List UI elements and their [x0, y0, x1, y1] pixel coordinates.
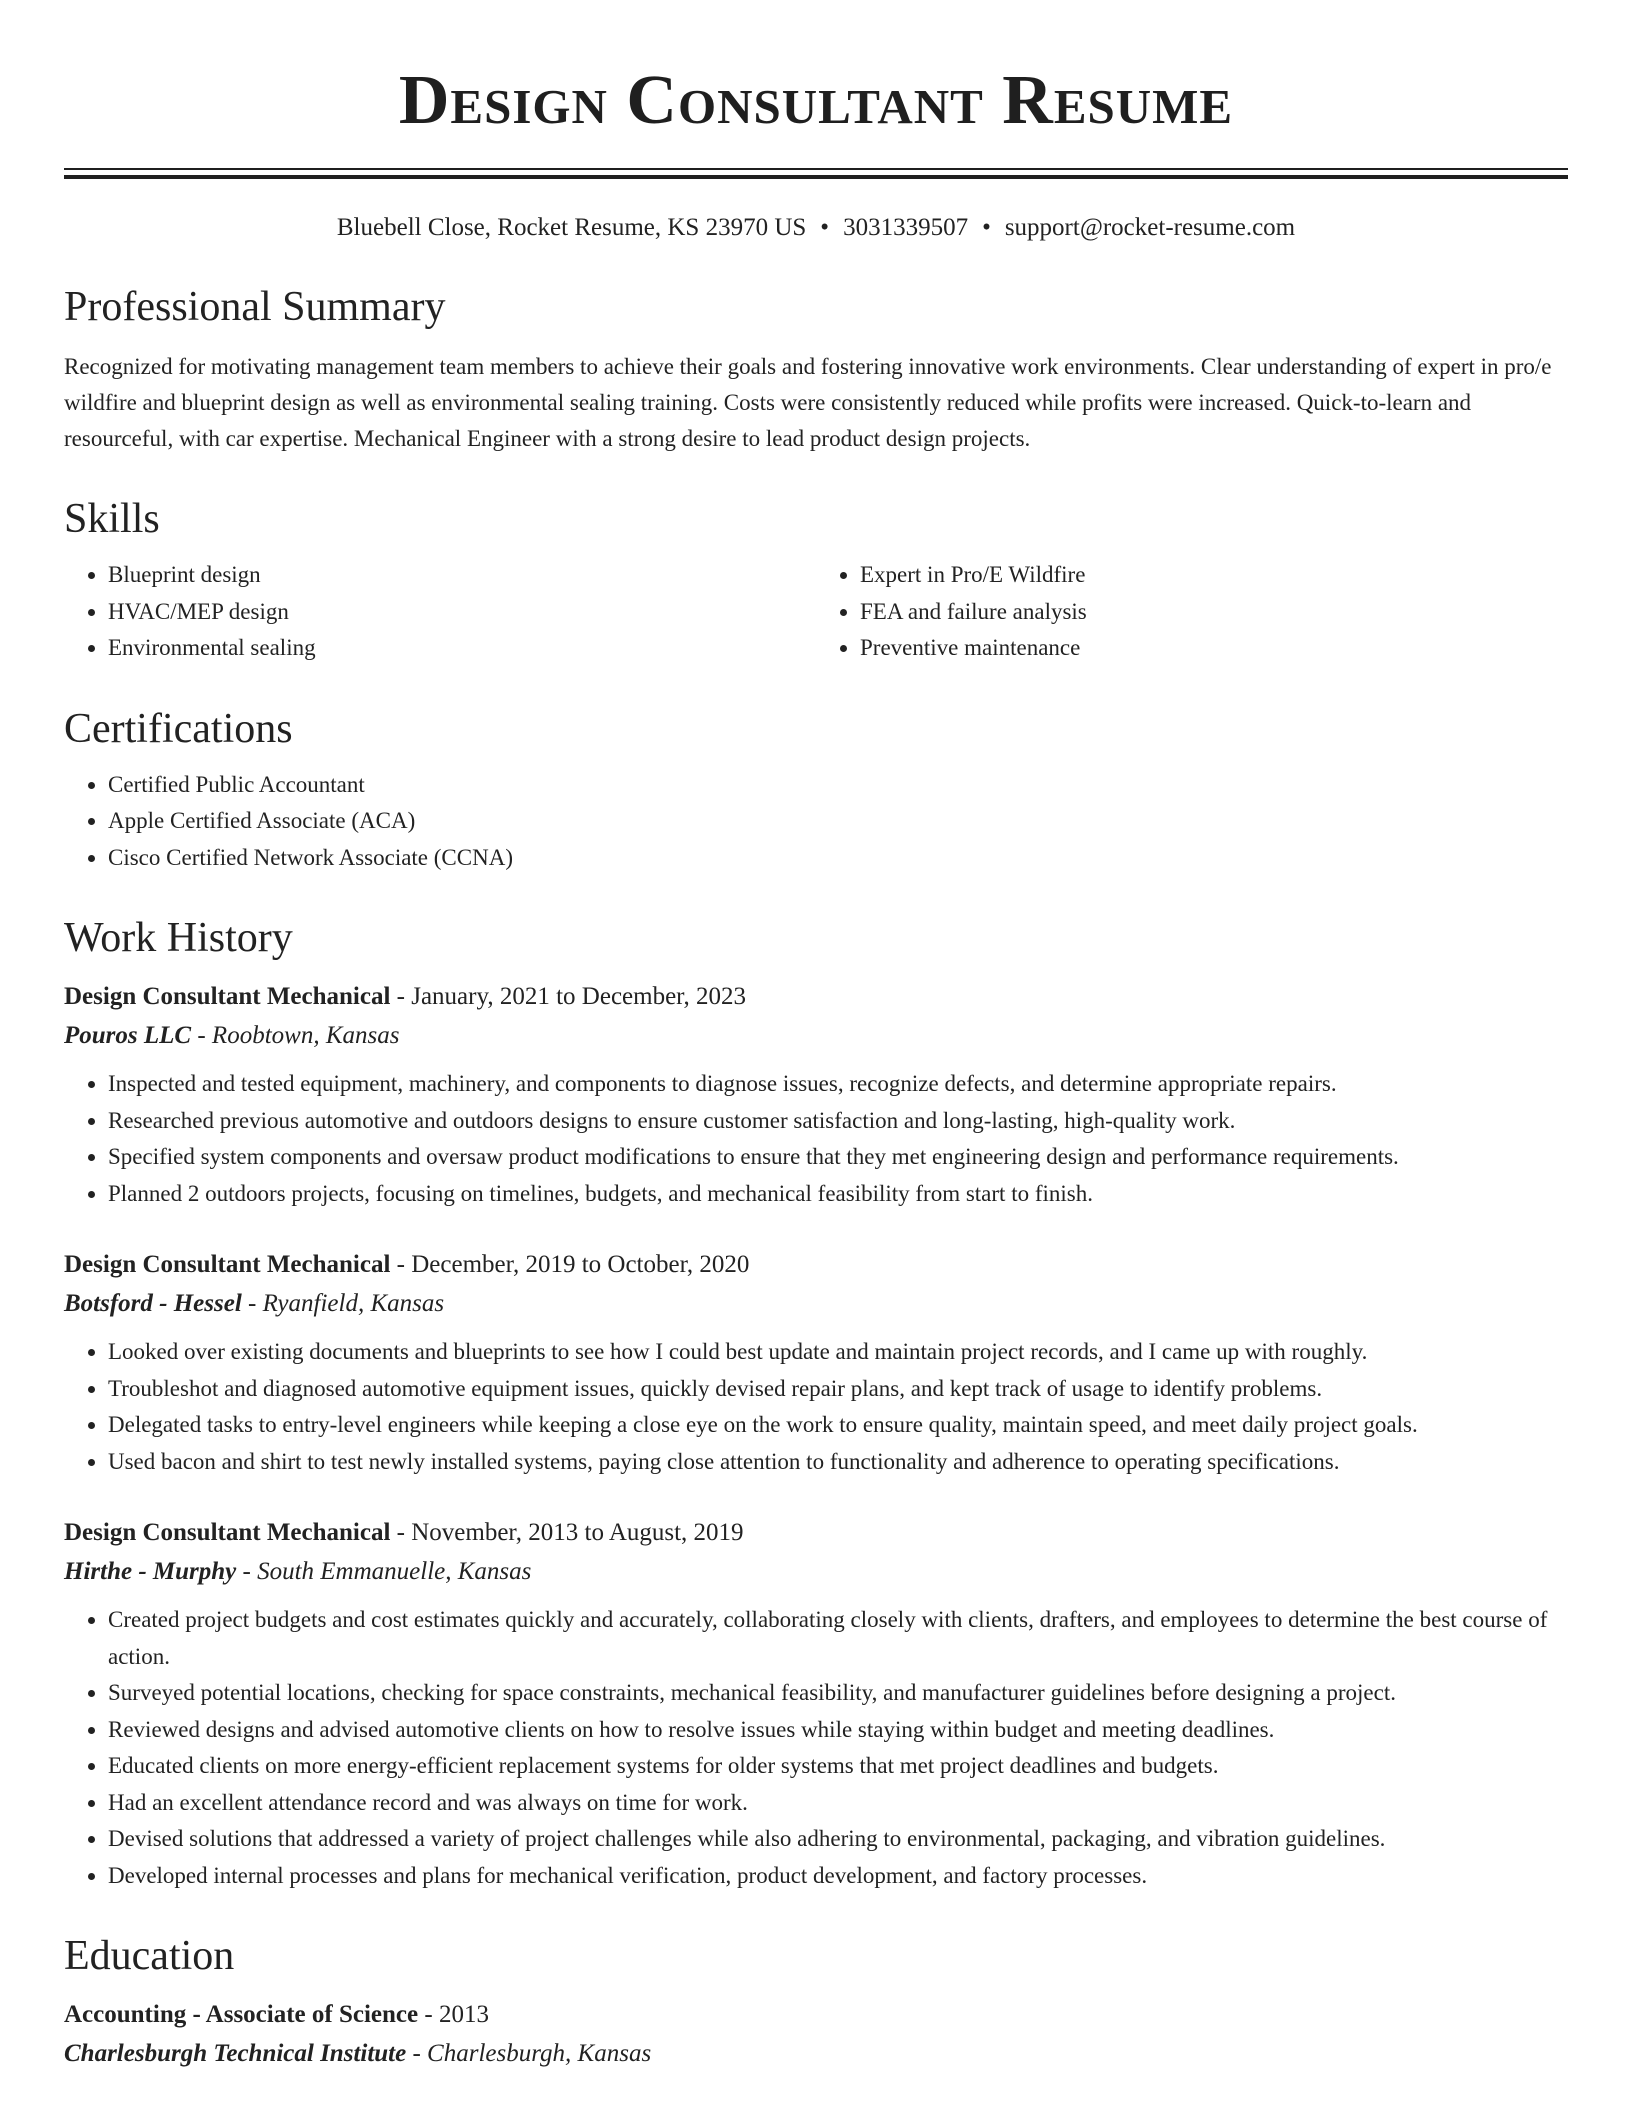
employer-location: - Roobtown, Kansas — [191, 1022, 400, 1049]
contact-separator: • — [820, 214, 830, 241]
skills-list-right — [816, 557, 1568, 667]
skill-item: • Environmental sealing — [108, 630, 816, 667]
job-bullet: • Had an excellent attendance record and was always on time for work. — [108, 1785, 1568, 1822]
school-line — [64, 2034, 1568, 2074]
job-bullets — [64, 1602, 1568, 1894]
degree-year: - 2013 — [418, 2001, 489, 2028]
employer-name: Pouros LLC — [64, 1022, 192, 1049]
summary-text: Recognized for motivating management team members to achieve their goals and fostering innovative work environments. Clear understanding of expert in pro/e wildfire and blueprint design as well as environmental sealing training. Costs were consistently reduced while profits were increased. Quick-to-learn and resourceful, with car expertise. Mechanical Engineer with a strong desire to lead product design projects. — [64, 354, 1552, 451]
work-history-heading: Work History — [64, 915, 293, 961]
contact-line — [64, 211, 1568, 245]
certifications-heading: Certifications — [64, 705, 293, 752]
education-entry — [64, 1996, 1568, 2074]
skills-heading: Skills — [64, 496, 160, 542]
employer-location: - Ryanfield, Kansas — [241, 1290, 445, 1317]
job-bullet: • Devised solutions that addressed a variety of project challenges while also adhering to environmental, packaging, and vibration guidelines. — [108, 1821, 1568, 1858]
employer-name: Hirthe - Murphy — [64, 1558, 237, 1585]
job-bullet: • Specified system components and oversaw product modifications to ensure that they met engineering design and performance requirements. — [108, 1139, 1568, 1176]
job-bullet: • Inspected and tested equipment, machinery, and components to diagnose issues, recognize defects, and determine appropriate repairs. — [108, 1066, 1568, 1103]
skill-item: • FEA and failure analysis — [860, 594, 1568, 631]
job-bullet: • Looked over existing documents and blueprints to see how I could best update and maintain project records, and I came up with roughly. — [108, 1334, 1568, 1371]
job-bullet: • Developed internal processes and plans for mechanical verification, product development, and factory processes. — [108, 1858, 1568, 1895]
job-dates: - November, 2013 to August, 2019 — [390, 1519, 744, 1546]
education-heading: Education — [64, 1933, 235, 1979]
certification-item: • Apple Certified Associate (ACA) — [108, 803, 1568, 840]
employer-line — [64, 1284, 1568, 1324]
job-bullet: • Used bacon and shirt to test newly installed systems, paying close attention to functionality and adherence to operating specifications. — [108, 1444, 1568, 1481]
employer-line — [64, 1016, 1568, 1056]
job-bullet: • Reviewed designs and advised automotive clients on how to resolve issues while staying within budget and meeting deadlines. — [108, 1712, 1568, 1749]
job-entry — [64, 1514, 1568, 1894]
job-title-line — [64, 978, 1568, 1016]
school-location: - Charlesburgh, Kansas — [406, 2040, 652, 2067]
job-bullets — [64, 1334, 1568, 1480]
certifications-list — [64, 767, 1568, 877]
job-bullet: • Planned 2 outdoors projects, focusing on timelines, budgets, and mechanical feasibility from start to finish. — [108, 1176, 1568, 1213]
title-divider — [64, 168, 1568, 179]
job-title: Design Consultant Mechanical — [64, 983, 391, 1010]
job-entry — [64, 1246, 1568, 1480]
job-title: Design Consultant Mechanical — [64, 1519, 391, 1546]
job-title-line — [64, 1514, 1568, 1552]
certification-item: • Certified Public Accountant — [108, 767, 1568, 804]
job-bullet: • Surveyed potential locations, checking for space constraints, mechanical feasibility, and manufacturer guidelines before designing a project. — [108, 1675, 1568, 1712]
skill-item: • Blueprint design — [108, 557, 816, 594]
job-bullet: • Educated clients on more energy-efficient replacement systems for older systems that met project deadlines and budgets. — [108, 1748, 1568, 1785]
skill-item: • Expert in Pro/E Wildfire — [860, 557, 1568, 594]
contact-phone: 3031339507 — [843, 214, 969, 241]
job-title: Design Consultant Mechanical — [64, 1251, 391, 1278]
employer-location: - South Emmanuelle, Kansas — [236, 1558, 532, 1585]
contact-email: support@rocket-resume.com — [1004, 214, 1296, 241]
skill-item: • Preventive maintenance — [860, 630, 1568, 667]
skills-grid — [64, 557, 1568, 667]
skills-list-left — [64, 557, 816, 667]
job-dates: - December, 2019 to October, 2020 — [390, 1251, 750, 1278]
job-bullet: • Delegated tasks to entry-level engineers while keeping a close eye on the work to ensure quality, maintain speed, and meet daily project goals. — [108, 1407, 1568, 1444]
job-bullet: • Troubleshot and diagnosed automotive equipment issues, quickly devised repair plans, and kept track of usage to identify problems. — [108, 1371, 1568, 1408]
degree-line — [64, 1996, 1568, 2034]
skill-item: • HVAC/MEP design — [108, 594, 816, 631]
certification-item: • Cisco Certified Network Associate (CCNA) — [108, 840, 1568, 877]
degree-name: Accounting - Associate of Science — [64, 2001, 419, 2028]
job-title-line — [64, 1246, 1568, 1284]
contact-separator: • — [982, 214, 991, 241]
job-entry — [64, 978, 1568, 1212]
employer-name: Botsford - Hessel — [64, 1290, 242, 1317]
job-bullet: • Created project budgets and cost estimates quickly and accurately, collaborating closely with clients, drafters, and employees to determine the best course of action. — [108, 1602, 1568, 1675]
school-name: Charlesburgh Technical Institute — [64, 2040, 407, 2067]
job-dates: - January, 2021 to December, 2023 — [390, 983, 747, 1010]
job-bullet: • Researched previous automotive and outdoors designs to ensure customer satisfaction and long-lasting, high-quality work. — [108, 1103, 1568, 1140]
job-bullets — [64, 1066, 1568, 1212]
resume-title: Design Consultant Resume — [398, 62, 1234, 139]
contact-address: Bluebell Close, Rocket Resume, KS 23970 US — [336, 214, 807, 241]
summary-heading: Professional Summary — [64, 284, 446, 330]
employer-line — [64, 1552, 1568, 1592]
